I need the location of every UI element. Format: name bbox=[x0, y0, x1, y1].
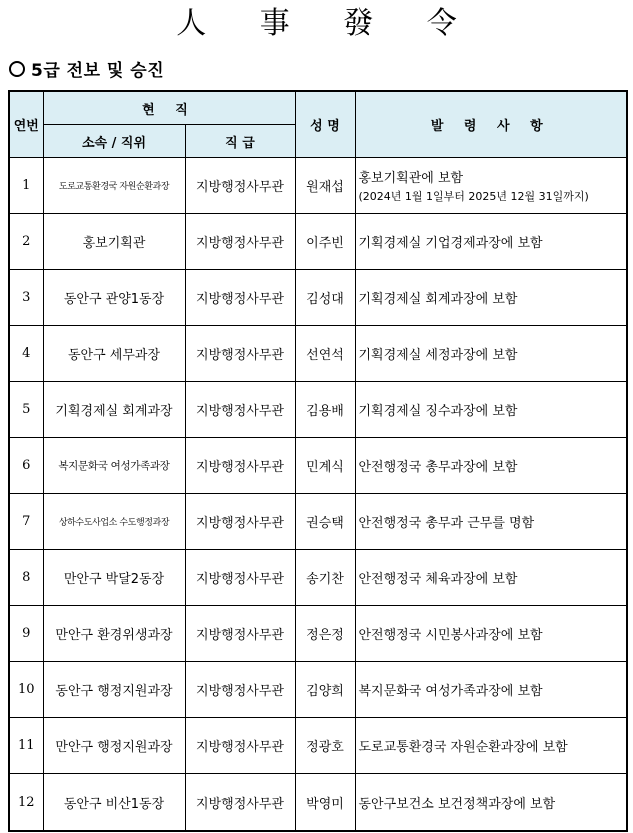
grade-cell bbox=[185, 214, 295, 270]
action-cell bbox=[355, 438, 627, 494]
row-number-cell bbox=[9, 158, 43, 214]
grade-cell-text: 지방행정사무관 bbox=[196, 572, 284, 587]
action-cell-text: 동안구보건소 보건정책과장에 보함 bbox=[358, 796, 556, 812]
action-cell-text: 안전행정국 체육과장에 보함 bbox=[358, 572, 518, 587]
header-unit: 소속 / 직위 bbox=[43, 125, 185, 158]
name-cell-text: 정은정 bbox=[306, 628, 344, 643]
action-cell bbox=[355, 326, 627, 382]
unit-position-cell-text: 동안구 비산1동장 bbox=[63, 796, 165, 812]
table-row bbox=[9, 718, 627, 774]
row-number-cell bbox=[9, 270, 43, 326]
row-number-cell bbox=[9, 662, 43, 718]
table-row bbox=[9, 606, 627, 662]
unit-position-cell-text: 홍보기획관 bbox=[82, 236, 146, 251]
header-action: 발 령 사 항 bbox=[355, 91, 627, 158]
grade-cell-text: 지방행정사무관 bbox=[196, 796, 284, 812]
action-cell-text: 안전행정국 시민봉사과장에 보함 bbox=[358, 628, 543, 643]
action-cell-text: 도로교통환경국 자원순환과장에 보함 bbox=[358, 740, 568, 755]
unit-position-cell bbox=[43, 326, 185, 382]
name-cell-text: 김성대 bbox=[306, 292, 344, 307]
name-cell bbox=[295, 718, 355, 774]
row-number-cell bbox=[9, 494, 43, 550]
unit-position-cell bbox=[43, 718, 185, 774]
grade-cell-text: 지방행정사무관 bbox=[196, 292, 284, 307]
circle-bullet-icon bbox=[9, 61, 25, 77]
grade-cell-text: 지방행정사무관 bbox=[196, 180, 284, 195]
unit-position-cell bbox=[43, 158, 185, 214]
name-cell bbox=[295, 214, 355, 270]
unit-position-cell-text: 만안구 환경위생과장 bbox=[55, 628, 173, 643]
name-cell-text: 김용배 bbox=[306, 404, 344, 419]
grade-cell-text: 지방행정사무관 bbox=[196, 236, 284, 251]
grade-cell bbox=[185, 158, 295, 214]
header-row-num: 연번 bbox=[9, 91, 43, 158]
action-cell-text: 기획경제실 회계과장에 보함 bbox=[358, 292, 518, 307]
action-cell-text: 기획경제실 기업경제과장에 보함 bbox=[358, 236, 543, 251]
unit-position-cell bbox=[43, 382, 185, 438]
document-title: 人 事 發 令 bbox=[176, 6, 479, 41]
section-title: 5급 전보 및 승진 bbox=[31, 61, 165, 81]
table-row bbox=[9, 438, 627, 494]
action-cell bbox=[355, 382, 627, 438]
unit-position-cell-text: 기획경제실 회계과장 bbox=[55, 404, 173, 419]
action-cell bbox=[355, 158, 627, 214]
row-number-cell-text: 2 bbox=[22, 234, 31, 249]
grade-cell bbox=[185, 774, 295, 832]
row-number-cell bbox=[9, 550, 43, 606]
unit-position-cell bbox=[43, 494, 185, 550]
row-number-cell-text: 1 bbox=[22, 178, 31, 193]
unit-position-cell bbox=[43, 606, 185, 662]
name-cell-text: 원재섭 bbox=[306, 180, 344, 195]
unit-position-cell-text: 복지문화국 여성가족과장 bbox=[58, 460, 170, 472]
name-cell bbox=[295, 270, 355, 326]
table-row bbox=[9, 382, 627, 438]
action-cell bbox=[355, 662, 627, 718]
name-cell-text: 송기찬 bbox=[306, 572, 344, 587]
name-cell bbox=[295, 662, 355, 718]
table-row bbox=[9, 494, 627, 550]
unit-position-cell bbox=[43, 662, 185, 718]
grade-cell-text: 지방행정사무관 bbox=[196, 684, 284, 699]
action-note: (2024년 1월 1일부터 2025년 12월 31일까지) bbox=[358, 190, 589, 203]
action-cell-text: 기획경제실 징수과장에 보함 bbox=[358, 404, 518, 419]
unit-position-cell-text: 동안구 세무과장 bbox=[67, 348, 161, 363]
grade-cell-text: 지방행정사무관 bbox=[196, 628, 284, 643]
grade-cell bbox=[185, 382, 295, 438]
name-cell-text: 김양희 bbox=[306, 684, 344, 699]
grade-cell-text: 지방행정사무관 bbox=[196, 516, 284, 531]
action-cell-text: 안전행정국 총무과 근무를 명함 bbox=[358, 516, 535, 531]
action-cell bbox=[355, 774, 627, 832]
action-cell bbox=[355, 270, 627, 326]
table-row bbox=[9, 214, 627, 270]
header-name: 성 명 bbox=[295, 91, 355, 158]
grade-cell-text: 지방행정사무관 bbox=[196, 460, 284, 475]
unit-position-cell bbox=[43, 774, 185, 832]
row-number-cell bbox=[9, 718, 43, 774]
personnel-table bbox=[8, 90, 628, 832]
action-cell bbox=[355, 718, 627, 774]
name-cell bbox=[295, 494, 355, 550]
action-cell-text: 복지문화국 여성가족과장에 보함 bbox=[358, 684, 543, 699]
unit-position-cell-text: 만안구 행정지원과장 bbox=[55, 740, 173, 755]
unit-position-cell-text: 상하수도사업소 수도행정과장 bbox=[58, 518, 170, 528]
table-row bbox=[9, 270, 627, 326]
row-number-cell bbox=[9, 774, 43, 832]
unit-position-cell-text: 동안구 관양1동장 bbox=[63, 292, 165, 307]
name-cell-text: 선연석 bbox=[306, 348, 344, 363]
grade-cell-text: 지방행정사무관 bbox=[196, 740, 284, 755]
table-row bbox=[9, 662, 627, 718]
table-row bbox=[9, 326, 627, 382]
grade-cell bbox=[185, 270, 295, 326]
grade-cell bbox=[185, 550, 295, 606]
action-cell bbox=[355, 214, 627, 270]
row-number-cell bbox=[9, 326, 43, 382]
action-cell bbox=[355, 494, 627, 550]
table-row bbox=[9, 774, 627, 832]
action-cell bbox=[355, 606, 627, 662]
section-heading bbox=[9, 61, 164, 81]
row-number-cell-text: 4 bbox=[22, 346, 31, 361]
action-cell-text: 홍보기획관에 보함 bbox=[358, 171, 464, 186]
table-row bbox=[9, 158, 627, 214]
name-cell bbox=[295, 606, 355, 662]
table-row bbox=[9, 550, 627, 606]
unit-position-cell bbox=[43, 214, 185, 270]
unit-position-cell-text: 도로교통환경국 자원순환과장 bbox=[58, 182, 170, 192]
name-cell-text: 이주빈 bbox=[306, 236, 344, 251]
unit-position-cell-text: 만안구 박달2동장 bbox=[63, 572, 165, 587]
name-cell bbox=[295, 326, 355, 382]
name-cell bbox=[295, 382, 355, 438]
row-number-cell-text: 5 bbox=[22, 402, 31, 417]
name-cell-text: 민계식 bbox=[306, 460, 344, 475]
grade-cell-text: 지방행정사무관 bbox=[196, 348, 284, 363]
grade-cell-text: 지방행정사무관 bbox=[196, 404, 284, 419]
row-number-cell-text: 11 bbox=[17, 738, 35, 753]
name-cell bbox=[295, 438, 355, 494]
name-cell bbox=[295, 774, 355, 832]
row-number-cell-text: 6 bbox=[22, 458, 31, 473]
action-cell bbox=[355, 550, 627, 606]
name-cell-text: 권승택 bbox=[306, 516, 344, 531]
grade-cell bbox=[185, 438, 295, 494]
name-cell-text: 박영미 bbox=[306, 796, 344, 812]
action-cell-text: 안전행정국 총무과장에 보함 bbox=[358, 460, 518, 475]
action-cell-text: 기획경제실 세정과장에 보함 bbox=[358, 348, 518, 363]
unit-position-cell-text: 동안구 행정지원과장 bbox=[55, 684, 173, 699]
row-number-cell bbox=[9, 214, 43, 270]
row-number-cell bbox=[9, 606, 43, 662]
row-number-cell-text: 12 bbox=[17, 794, 35, 810]
header-grade: 직 급 bbox=[185, 125, 295, 158]
grade-cell bbox=[185, 326, 295, 382]
unit-position-cell bbox=[43, 438, 185, 494]
header-current-position: 현 직 bbox=[43, 91, 295, 125]
grade-cell bbox=[185, 494, 295, 550]
row-number-cell bbox=[9, 438, 43, 494]
grade-cell bbox=[185, 718, 295, 774]
name-cell-text: 정광호 bbox=[306, 740, 344, 755]
row-number-cell-text: 9 bbox=[22, 626, 31, 641]
unit-position-cell bbox=[43, 270, 185, 326]
name-cell bbox=[295, 550, 355, 606]
row-number-cell-text: 3 bbox=[22, 290, 31, 305]
row-number-cell-text: 8 bbox=[22, 570, 31, 585]
row-number-cell bbox=[9, 382, 43, 438]
grade-cell bbox=[185, 606, 295, 662]
row-number-cell-text: 10 bbox=[17, 682, 35, 697]
name-cell bbox=[295, 158, 355, 214]
grade-cell bbox=[185, 662, 295, 718]
unit-position-cell bbox=[43, 550, 185, 606]
row-number-cell-text: 7 bbox=[22, 514, 31, 529]
